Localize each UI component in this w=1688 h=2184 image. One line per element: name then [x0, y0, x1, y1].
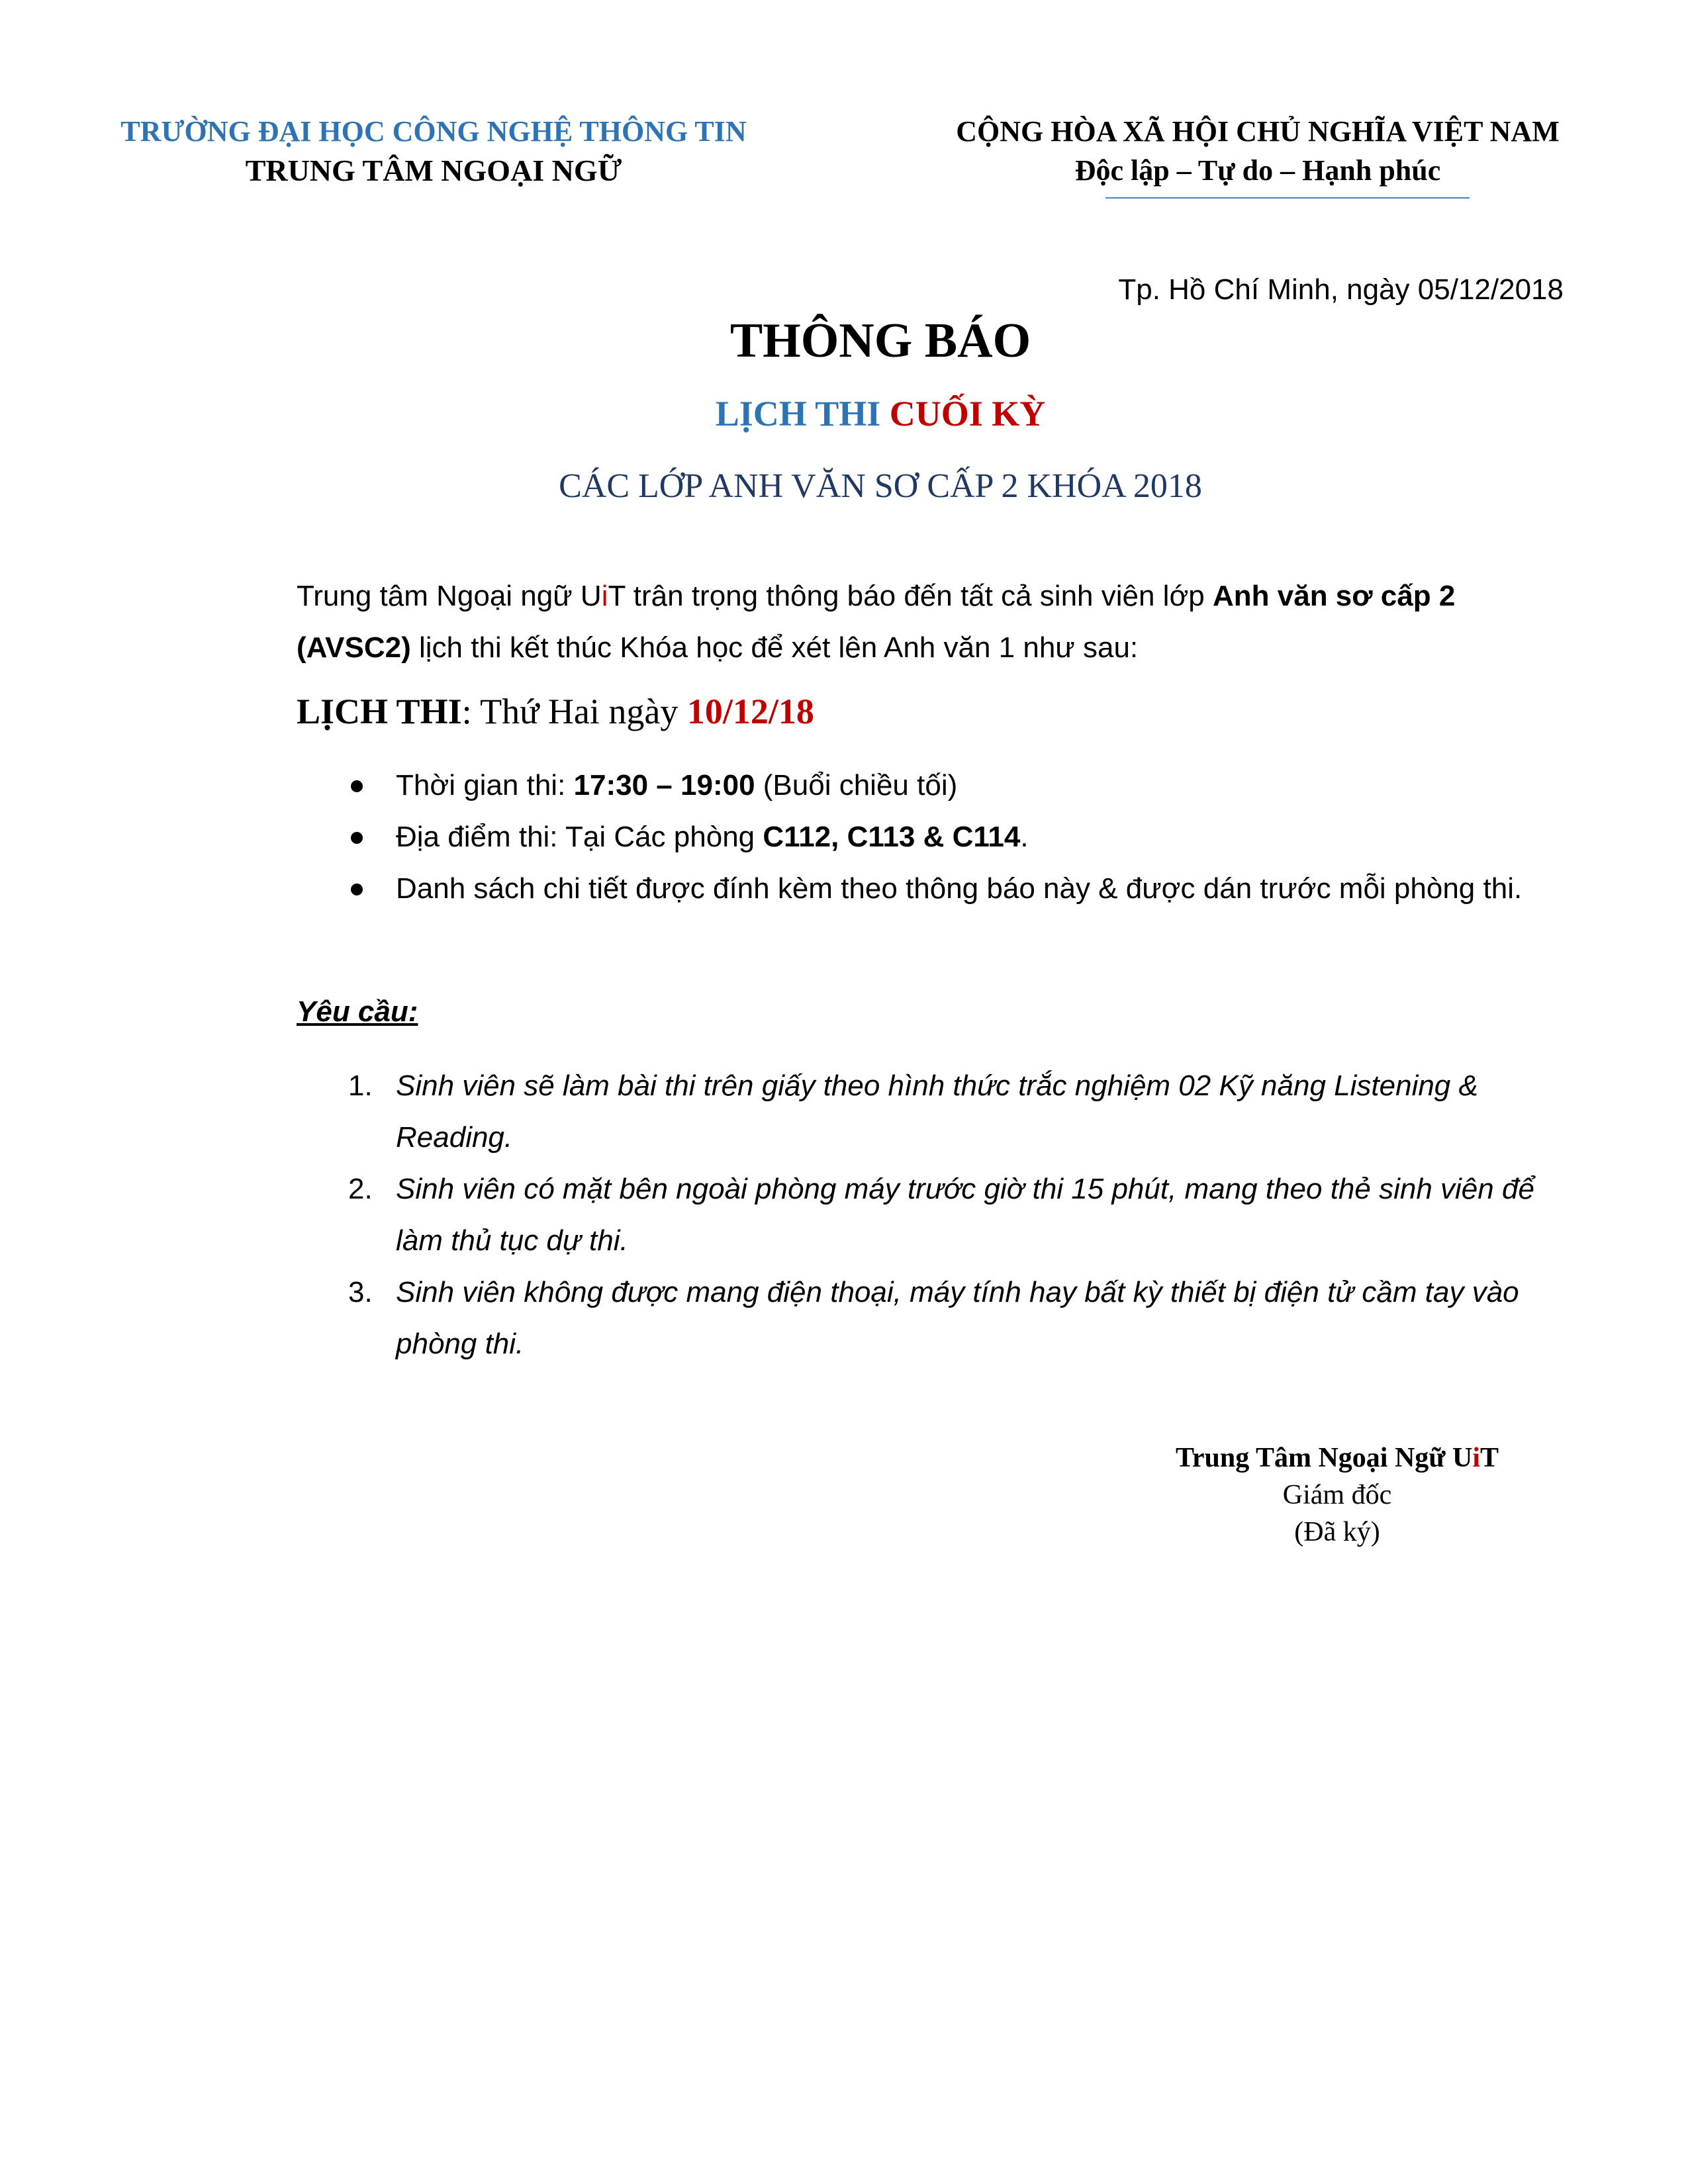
schedule-label: LỊCH THI	[297, 692, 462, 731]
subtitle-part-final: CUỐI KỲ	[889, 394, 1046, 433]
time-note: (Buổi chiều tối)	[755, 769, 958, 801]
signature-role: Giám đốc	[1282, 1480, 1392, 1510]
item-text: Sinh viên có mặt bên ngoài phòng máy trước giờ thi 15 phút, mang theo thẻ sinh viên để làm thủ tục dự thi.	[396, 1173, 1534, 1257]
bullet-icon	[351, 832, 363, 844]
header-right	[914, 113, 1602, 191]
requirements-heading: Yêu cầu:	[297, 995, 418, 1028]
center-name: TRUNG TÂM NGOẠI NGỮ	[245, 154, 622, 187]
item-text: Sinh viên sẽ làm bài thi trên giấy theo hình thức trắc nghiệm 02 Kỹ năng Listening & Reading.	[396, 1069, 1478, 1154]
signature-org-suffix: T	[1480, 1443, 1499, 1473]
list-item	[297, 1060, 1568, 1163]
nation-name: CỘNG HÒA XÃ HỘI CHỦ NGHĨA VIỆT NAM	[956, 115, 1560, 148]
exam-details-list	[297, 760, 1568, 915]
intro-text-2: T trân trọng thông báo đến tất cả sinh viên lớp	[608, 580, 1213, 612]
intro-text-1: Trung tâm Ngoại ngữ U	[297, 580, 602, 612]
list-item-list	[297, 863, 1568, 915]
time-value: 17:30 – 19:00	[573, 769, 755, 801]
time-label: Thời gian thi:	[396, 769, 574, 801]
item-number: 3.	[348, 1276, 373, 1308]
bullet-icon	[351, 780, 363, 792]
list-item	[297, 1267, 1568, 1370]
motto-underline	[1105, 197, 1470, 199]
schedule-day: Thứ Hai ngày	[480, 692, 687, 731]
motto: Độc lập – Tự do – Hạnh phúc	[1074, 154, 1441, 187]
list-item	[297, 1163, 1568, 1267]
document-subtitle	[0, 390, 1688, 437]
list-item-time	[297, 760, 1568, 811]
item-number: 2.	[348, 1173, 373, 1205]
signature-block	[1125, 1439, 1549, 1551]
requirements-list	[297, 1060, 1568, 1370]
bullet-icon	[351, 884, 363, 895]
signature-org	[1125, 1439, 1549, 1477]
signature-org-i: i	[1472, 1443, 1481, 1473]
place-label: Địa điểm thi: Tại Các phòng	[396, 821, 763, 853]
item-text: Sinh viên không được mang điện thoại, máy tính hay bất kỳ thiết bị điện tử cầm tay vào phòng thi.	[396, 1276, 1519, 1360]
class-subtitle: CÁC LỚP ANH VĂN SƠ CẤP 2 KHÓA 2018	[559, 467, 1202, 505]
intro-class-name: Anh văn sơ cấp 2 (AVSC2)	[297, 580, 1456, 664]
intro-text-3: lịch thi kết thúc Khóa học để xét lên Anh văn 1 như sau:	[410, 631, 1139, 664]
list-item-place	[297, 811, 1568, 863]
signature-status: (Đã ký)	[1294, 1517, 1380, 1547]
schedule-line	[297, 688, 814, 735]
intro-paragraph	[297, 570, 1568, 674]
item-number: 1.	[348, 1069, 373, 1102]
document-title: THÔNG BÁO	[729, 314, 1031, 368]
place-end: .	[1020, 821, 1029, 853]
schedule-date: 10/12/18	[686, 692, 814, 731]
university-name: TRƯỜNG ĐẠI HỌC CÔNG NGHỆ THÔNG TIN	[120, 115, 747, 148]
date-line: Tp. Hồ Chí Minh, ngày 05/12/2018	[1118, 273, 1564, 306]
place-rooms: C112, C113 & C114	[763, 821, 1021, 853]
header-left	[93, 113, 774, 191]
intro-uit-i: i	[601, 580, 608, 612]
subtitle-part-schedule: LỊCH THI	[715, 394, 890, 433]
list-text: Danh sách chi tiết được đính kèm theo thông báo này & được dán trước mỗi phòng thi.	[396, 872, 1523, 905]
signature-org-prefix: Trung Tâm Ngoại Ngữ U	[1175, 1443, 1473, 1473]
schedule-colon: :	[461, 692, 481, 731]
